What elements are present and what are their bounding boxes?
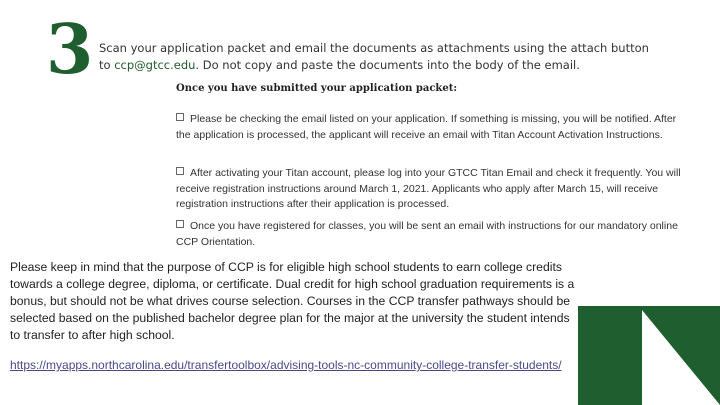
list-item-text: Once you have registered for classes, you will be sent an email with instructions for our mandatory online CCP Orientation.	[176, 220, 678, 248]
ccp-purpose-note	[10, 259, 582, 344]
list-item-text: After activating your Titan account, please log into your GTCC Titan Email and check it frequently. You will receive registration instructions around March 1, 2021. Applicants who apply after March 15, will receive registration instructions after their application is processed.	[176, 167, 681, 210]
email-address: ccp@gtcc.edu	[114, 58, 196, 72]
note-text: Please keep in mind that the purpose of CCP is for eligible high school students to earn college credits towards a college degree, diploma, or certificate. Dual credit for high school graduation requirements is a bonus, but should not be what drives course selection. Courses in the CCP transfer pathways should be selected based on the published bachelor degree plan for the major at the university the student intends to transfer to after high school.	[10, 260, 575, 342]
list-item-text: Please be checking the email listed on your application. If something is missing, you will be notified. After the application is processed, the applicant will receive an email with Titan Account Activation Instructions.	[176, 113, 677, 141]
step-number: 3	[46, 10, 94, 90]
submitted-heading: Once you have submitted your application packet:	[176, 83, 458, 94]
intro-paragraph	[99, 40, 659, 74]
list-item	[176, 166, 686, 213]
intro-text-before: Scan your application packet and email the documents as attachments using the attach button to	[99, 41, 649, 72]
list-item	[176, 112, 686, 143]
checkbox-bullet-icon	[176, 220, 184, 228]
decorative-green-panel	[578, 306, 720, 405]
transfer-toolbox-link[interactable]: https://myapps.northcarolina.edu/transfertoolbox/advising-tools-nc-community-college-transfer-students/	[10, 357, 565, 373]
intro-text-after: . Do not copy and paste the documents into the body of the email.	[195, 58, 580, 72]
list-item	[176, 219, 686, 250]
checkbox-bullet-icon	[176, 167, 184, 175]
checkbox-bullet-icon	[176, 113, 184, 121]
decorative-triangle	[578, 306, 720, 405]
